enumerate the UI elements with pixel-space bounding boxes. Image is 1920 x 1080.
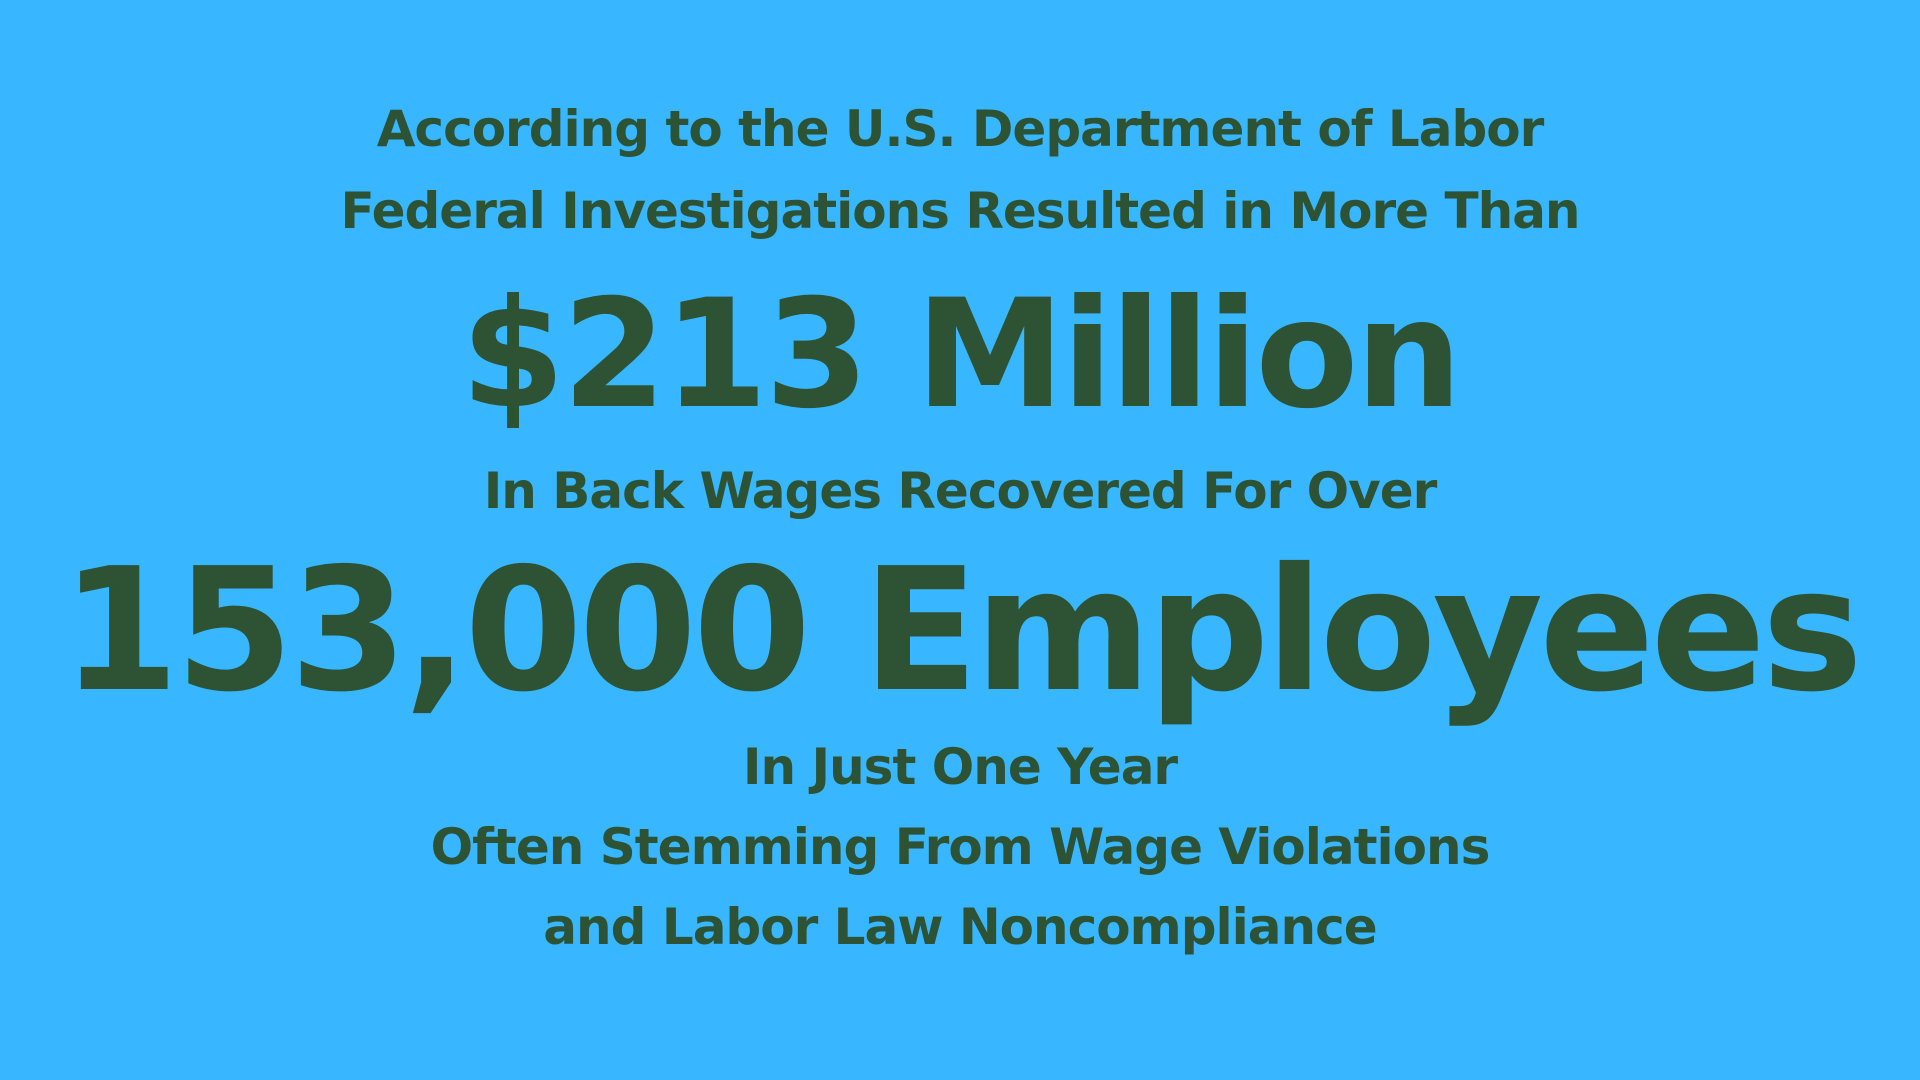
amount-headline: $213 Million [460, 268, 1460, 442]
employees-headline: 153,000 Employees [60, 532, 1860, 730]
outro-line-1: In Just One Year [742, 738, 1178, 796]
outro-line-3: and Labor Law Noncompliance [543, 898, 1377, 956]
outro-line-2: Often Stemming From Wage Violations [430, 818, 1490, 876]
intro-line-1: According to the U.S. Department of Labor [376, 100, 1544, 158]
middle-line: In Back Wages Recovered For Over [483, 462, 1437, 520]
intro-line-2: Federal Investigations Resulted in More Than [340, 182, 1580, 240]
